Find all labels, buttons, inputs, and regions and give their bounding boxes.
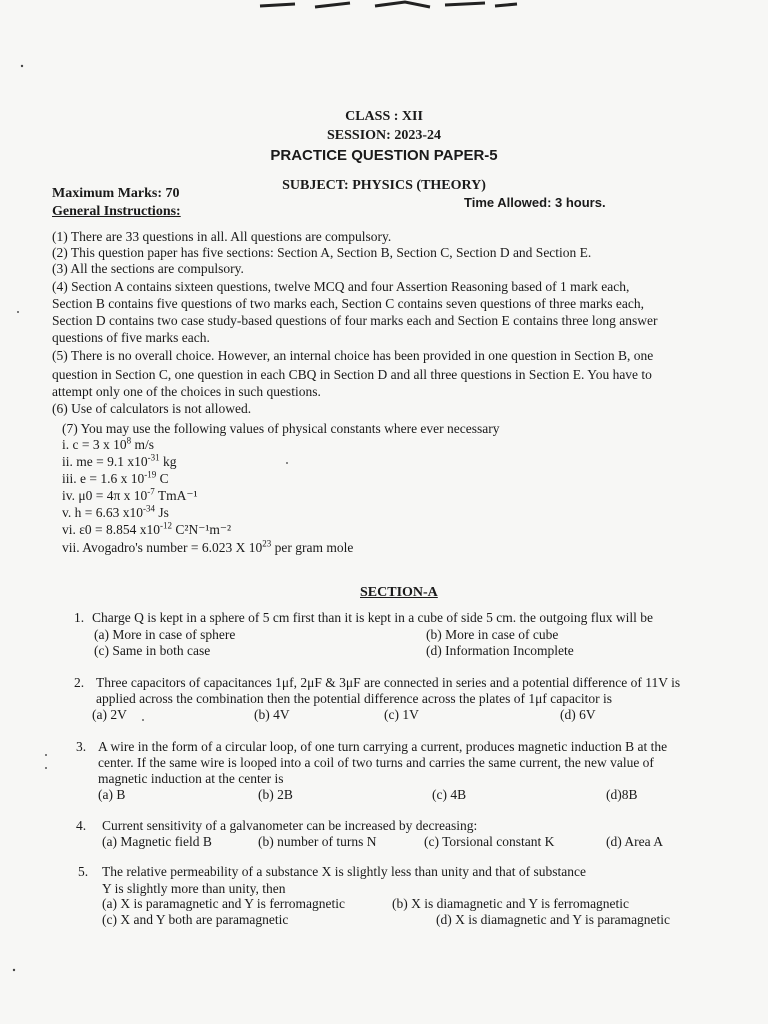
instruction-line: (1) There are 33 questions in all. All questions are compulsory. [52, 229, 392, 244]
top-edge-scrawl [255, 0, 525, 10]
constant-item: iii. e = 1.6 x $10^{-19}$ C [62, 469, 169, 486]
question-text: magnetic induction at the center is [98, 771, 284, 786]
option-d: (d) Information Incomplete [426, 643, 574, 658]
subject-label: SUBJECT: PHYSICS (THEORY) [282, 178, 486, 193]
question-number: 3. [76, 739, 87, 754]
instruction-line: Section B contains five questions of two marks each, Section C contains seven questions of three marks each, [52, 296, 644, 311]
instruction-line: (5) There is no overall choice. However, an internal choice has been provided in one question in Section B, one [52, 348, 654, 363]
option-d: (d) Area A [606, 834, 663, 849]
option-a: (a) Magnetic field B [102, 834, 212, 849]
question-text: The relative permeability of a substance X is slightly less than unity and that of substance [102, 864, 587, 879]
instruction-line: question in Section C, one question in each CBQ in Section D and all three questions in Section E. You have to [52, 367, 652, 382]
question-text: Current sensitivity of a galvanometer can be increased by decreasing: [102, 818, 478, 833]
instruction-line: (7) You may use the following values of physical constants where ever necessary [62, 421, 500, 436]
instruction-line: attempt only one of the choices in such questions. [52, 384, 321, 399]
option-c: (c) X and Y both are paramagnetic [102, 912, 289, 927]
question-number: 1. [74, 610, 85, 625]
option-d: (d) X is diamagnetic and Y is paramagnetic [436, 912, 671, 927]
question-text: applied across the combination then the potential difference across the plates of 1μf capacitor is [96, 691, 613, 706]
option-d: (d) 6V [560, 707, 596, 722]
option-a: (a) 2V [92, 707, 127, 722]
question-number: 2. [74, 675, 85, 690]
constant-item: ii. me = 9.1 $x10^{-31}$ kg [62, 452, 177, 469]
paper-title: PRACTICE QUESTION PAPER-5 [270, 147, 498, 164]
constant-item: v. h = 6.63 $x10^{-34}$ Js [62, 503, 169, 520]
question-text: Charge Q is kept in a sphere of 5 cm first than it is kept in a cube of side 5 cm. the outgoing flux will be [92, 610, 654, 625]
instruction-line: (2) This question paper has five sections: Section A, Section B, Section C, Section D and Section E. [52, 245, 592, 260]
option-b: (b) 2B [258, 787, 293, 802]
option-a: (a) X is paramagnetic and Y is ferromagnetic [102, 896, 346, 911]
question-text: Y is slightly more than unity, then [102, 881, 286, 896]
question-text: center. If the same wire is looped into a coil of two turns and carries the same current, the new value of [98, 755, 654, 770]
constant-item: iv. μ0 = 4π x $10^{-7}$ TmA⁻¹ [62, 486, 198, 503]
option-c: (c) Torsional constant K [424, 834, 555, 849]
option-b: (b) number of turns N [258, 834, 377, 849]
constant-item: vii. Avogadro's number = 6.023 X $10^{23}$ per gram mole [62, 538, 354, 555]
question-number: 5. [78, 864, 89, 879]
question-text: A wire in the form of a circular loop, of one turn carrying a current, produces magnetic induction B at the [98, 739, 668, 754]
instruction-line: (6) Use of calculators is not allowed. [52, 401, 252, 416]
option-b: (b) More in case of cube [426, 627, 559, 642]
session-label: SESSION: 2023-24 [327, 128, 441, 143]
instruction-line: Section D contains two case study-based questions of four marks each and Section E contains three long answer [52, 313, 658, 328]
question-text: Three capacitors of capacitances 1μf, 2μF & 3μF are connected in series and a potential difference of 11V is [96, 675, 681, 690]
constant-item: vi. ε0 = 8.854 $x10^{-12}$ C²N⁻¹m⁻² [62, 520, 232, 537]
option-c: (c) 1V [384, 707, 419, 722]
instruction-line: (3) All the sections are compulsory. [52, 261, 244, 276]
option-c: (c) Same in both case [94, 643, 211, 658]
option-a: (a) More in case of sphere [94, 627, 236, 642]
instruction-line: questions of five marks each. [52, 330, 210, 345]
option-b: (b) 4V [254, 707, 290, 722]
constant-item: i. c = 3 x $10^8$ m/s [62, 435, 154, 452]
option-b: (b) X is diamagnetic and Y is ferromagnetic [392, 896, 630, 911]
instructions-heading: General Instructions: [52, 204, 181, 219]
class-label: CLASS : XII [345, 109, 423, 124]
time-allowed: Time Allowed: 3 hours. [464, 195, 606, 210]
option-a: (a) B [98, 787, 126, 802]
question-number: 4. [76, 818, 87, 833]
option-c: (c) 4B [432, 787, 467, 802]
section-a-title: SECTION-A [360, 585, 438, 600]
instruction-line: (4) Section A contains sixteen questions, twelve MCQ and four Assertion Reasoning based of 1 mark each, [52, 279, 630, 294]
option-d: (d)8B [606, 787, 638, 802]
max-marks: Maximum Marks: 70 [52, 186, 180, 201]
